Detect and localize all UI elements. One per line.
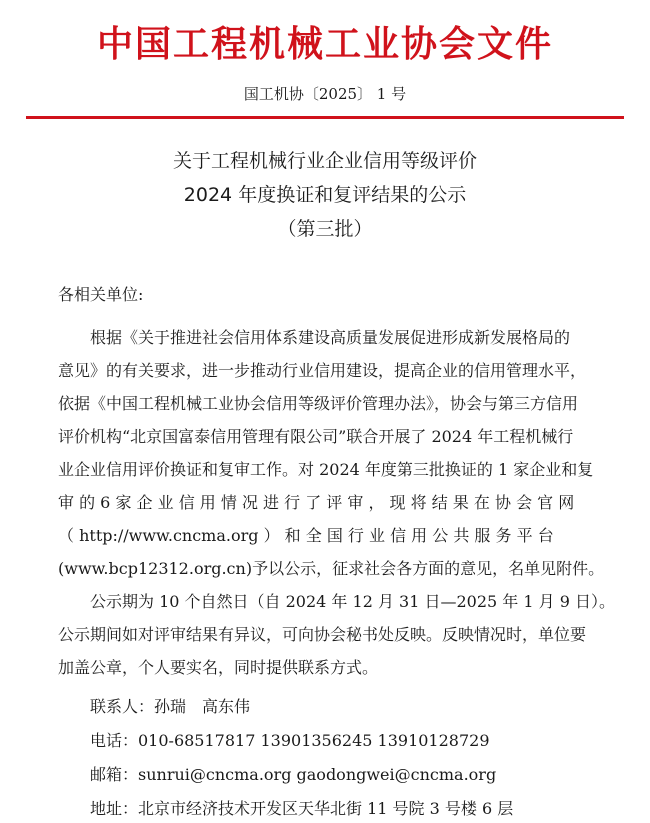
paragraph-line: 加盖公章，个人要实名，同时提供联系方式。 xyxy=(58,658,379,677)
contact-person-1: 孙瑞 xyxy=(154,697,187,716)
contact-address: 地址：北京市经济技术开发区天华北街 11 号院 3 号楼 6 层 xyxy=(90,799,514,818)
body-paragraph-1 xyxy=(58,321,618,585)
paragraph-line: 根据《关于推进社会信用体系建设高质量发展促进形成新发展格局的 xyxy=(90,328,571,347)
contact-person-2: 高东伟 xyxy=(202,697,251,716)
paragraph-line: 业企业信用评价换证和复审工作。对 2024 年度第三批换证的 1 家企业和复 xyxy=(58,460,594,479)
paragraph-line: 评价机构“北京国富泰信用管理有限公司”联合开展了 2024 年工程机械行 xyxy=(58,427,574,446)
paragraph-line: 公示期间如对评审结果有异议，可向协会秘书处反映。反映情况时，单位要 xyxy=(58,625,587,644)
document-number: 国工机协〔2025〕 1 号 xyxy=(243,85,407,103)
contact-people xyxy=(90,697,250,717)
paragraph-line: 审 的 6 家 企 业 信 用 情 况 进 行 了 评 审 ， 现 将 结 果 在 协 会 官 网 xyxy=(58,493,575,512)
body-paragraph-2 xyxy=(58,585,618,684)
paragraph-line: 意见》的有关要求，进一步推动行业信用建设，提高企业的信用管理水平， xyxy=(58,361,587,380)
header-divider xyxy=(26,116,624,119)
paragraph-line: 公示期为 10 个自然日（自 2024 年 12 月 31 日—2025 年 1 月 9 日）。 xyxy=(90,592,615,611)
contact-email: 邮箱：sunrui@cncma.org gaodongwei@cncma.org xyxy=(90,765,497,784)
paragraph-line: (www.bcp12312.org.cn)予以公示，征求社会各方面的意见，名单见附件。 xyxy=(58,559,605,578)
contact-people-label: 联系人： xyxy=(90,697,155,716)
paragraph-line: （ http://www.cncma.org ） 和 全 国 行 业 信 用 公 共 服 务 平 台 xyxy=(58,526,554,545)
org-header-title: 中国工程机械工业协会文件 xyxy=(96,23,553,65)
title-line-1: 关于工程机械行业企业信用等级评价 xyxy=(172,150,477,172)
title-line-2: 2024 年度换证和复评结果的公示 xyxy=(183,184,467,206)
contact-phone: 电话：010-68517817 13901356245 13910128729 xyxy=(90,731,490,750)
salutation: 各相关单位: xyxy=(58,285,144,304)
document-title xyxy=(0,144,650,246)
paragraph-line: 依据《中国工程机械工业协会信用等级评价管理办法》，协会与第三方信用 xyxy=(58,394,579,413)
title-line-3: （第三批） xyxy=(277,218,373,240)
